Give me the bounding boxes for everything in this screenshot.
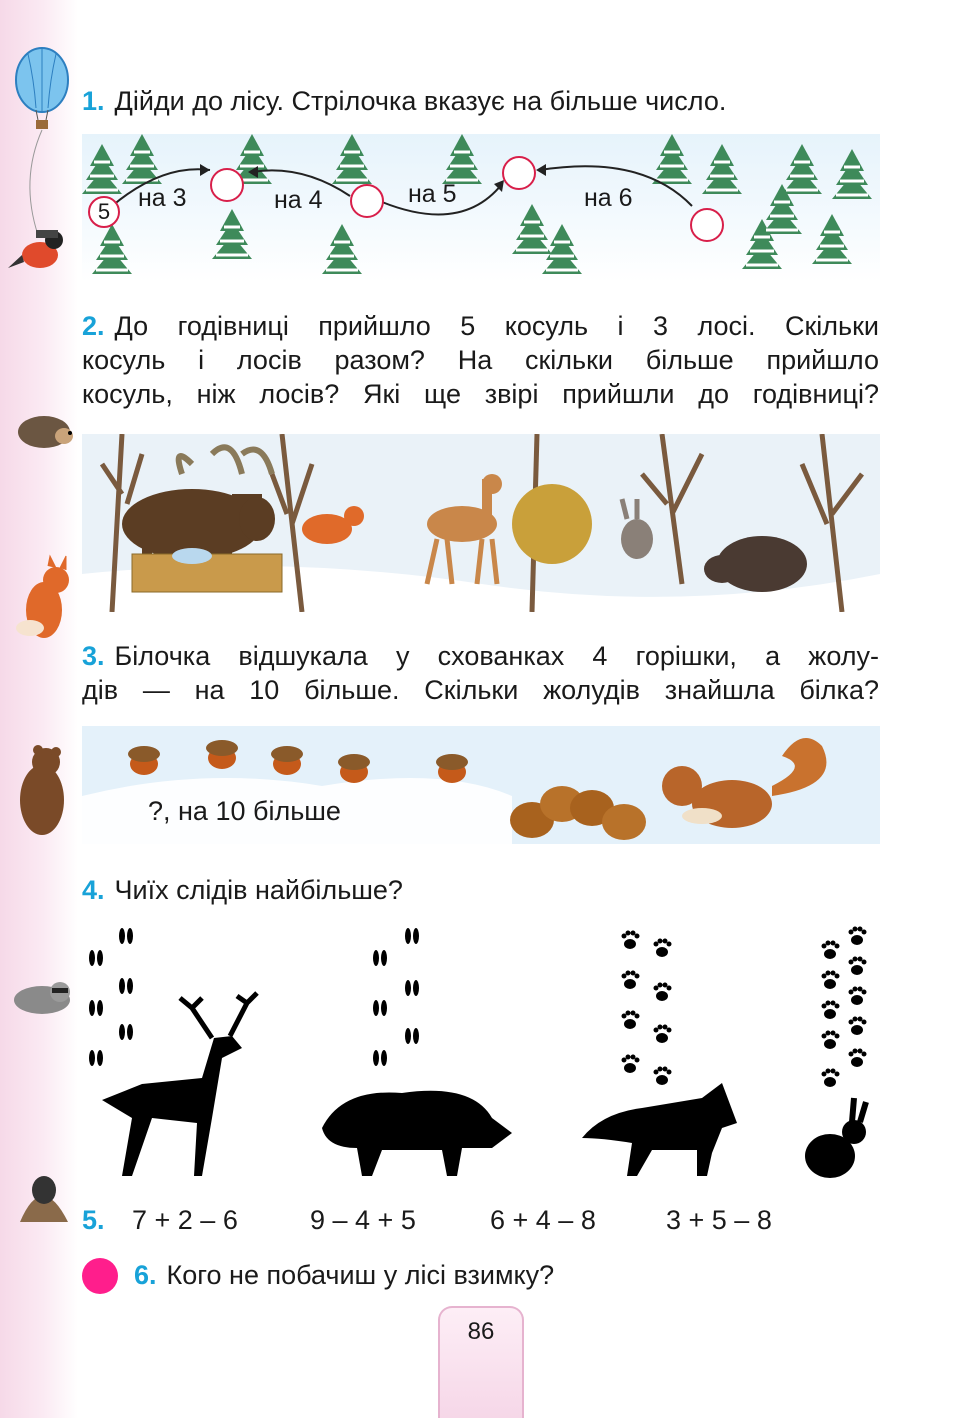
mole-icon bbox=[20, 1176, 68, 1222]
margin-decorations bbox=[0, 0, 78, 1418]
expression: 7 + 2 – 6 bbox=[132, 1205, 238, 1235]
task-text: Кого не побачиш у лісі взимку? bbox=[166, 1260, 555, 1290]
difficulty-bullet-icon bbox=[82, 1258, 118, 1294]
task-3 bbox=[82, 639, 879, 707]
feeder-scene bbox=[82, 434, 880, 612]
path-label: на 4 bbox=[274, 186, 323, 214]
answer-circle[interactable] bbox=[210, 168, 244, 202]
answer-circle[interactable] bbox=[350, 184, 384, 218]
bullfinch-icon bbox=[8, 230, 63, 268]
page-number: 86 bbox=[467, 1318, 495, 1345]
hay-bundle bbox=[512, 484, 592, 564]
task-line: 2. До годівниці прийшло 5 косуль і 3 лосі. Скільки bbox=[82, 311, 879, 341]
task-1 bbox=[82, 84, 879, 118]
task-line: косуль і лосів разом? На скільки більше прийшло bbox=[82, 345, 879, 375]
path-to-forest-scene bbox=[82, 134, 880, 282]
answer-circle[interactable] bbox=[690, 208, 724, 242]
bear-icon bbox=[20, 745, 64, 835]
expression: 6 + 4 – 8 bbox=[490, 1205, 596, 1235]
expression: 9 – 4 + 5 bbox=[310, 1205, 416, 1235]
task-6 bbox=[134, 1258, 879, 1292]
tracks-scene bbox=[82, 918, 880, 1180]
fox-icon bbox=[16, 556, 69, 638]
answer-circle[interactable] bbox=[502, 156, 536, 190]
forest-trees bbox=[82, 134, 880, 282]
task-number: 1. bbox=[82, 86, 105, 116]
hot-air-balloon-icon bbox=[16, 48, 68, 129]
task-text: Чиїх слідів найбільше? bbox=[114, 875, 403, 905]
animal-tracks-illustration bbox=[82, 918, 880, 1180]
path-label: на 6 bbox=[584, 184, 633, 212]
deer-silhouette bbox=[102, 993, 257, 1176]
hedgehog-icon bbox=[18, 416, 73, 448]
task-5-number: 5. bbox=[82, 1205, 105, 1235]
path-label: на 5 bbox=[408, 180, 457, 208]
task-4 bbox=[82, 873, 879, 907]
task-number: 4. bbox=[82, 875, 105, 905]
task-number: 6. bbox=[134, 1260, 157, 1290]
hare-silhouette bbox=[805, 1098, 866, 1178]
acorns-scene bbox=[82, 726, 880, 844]
task-2 bbox=[82, 309, 879, 411]
task-text: Дійди до лісу. Стрілочка вказує на більше число. bbox=[114, 86, 727, 116]
expression: 3 + 5 – 8 bbox=[666, 1205, 772, 1235]
start-number-circle: 5 bbox=[88, 196, 120, 228]
feeder-illustration bbox=[82, 434, 880, 612]
page-number-tab bbox=[438, 1306, 524, 1418]
path-label: на 3 bbox=[138, 184, 187, 212]
acorn-caption: ?, на 10 більше bbox=[148, 796, 341, 826]
task-number: 3. bbox=[82, 641, 105, 671]
task-line: 3. Білочка відшукала у схованках 4 горішки, а жолу- bbox=[82, 641, 879, 671]
left-margin-strip bbox=[0, 0, 78, 1418]
hazelnut-icon bbox=[602, 804, 646, 840]
task-line: дів — на 10 більше. Скільки жолудів знайшла білка? bbox=[82, 675, 879, 705]
task-line: косуль, ніж лосів? Які ще звірі прийшли до годівниці? bbox=[82, 379, 879, 409]
raccoon-icon bbox=[14, 982, 70, 1014]
wolf-silhouette bbox=[582, 1083, 737, 1176]
boar-silhouette bbox=[322, 1091, 512, 1176]
task-number: 2. bbox=[82, 311, 105, 341]
